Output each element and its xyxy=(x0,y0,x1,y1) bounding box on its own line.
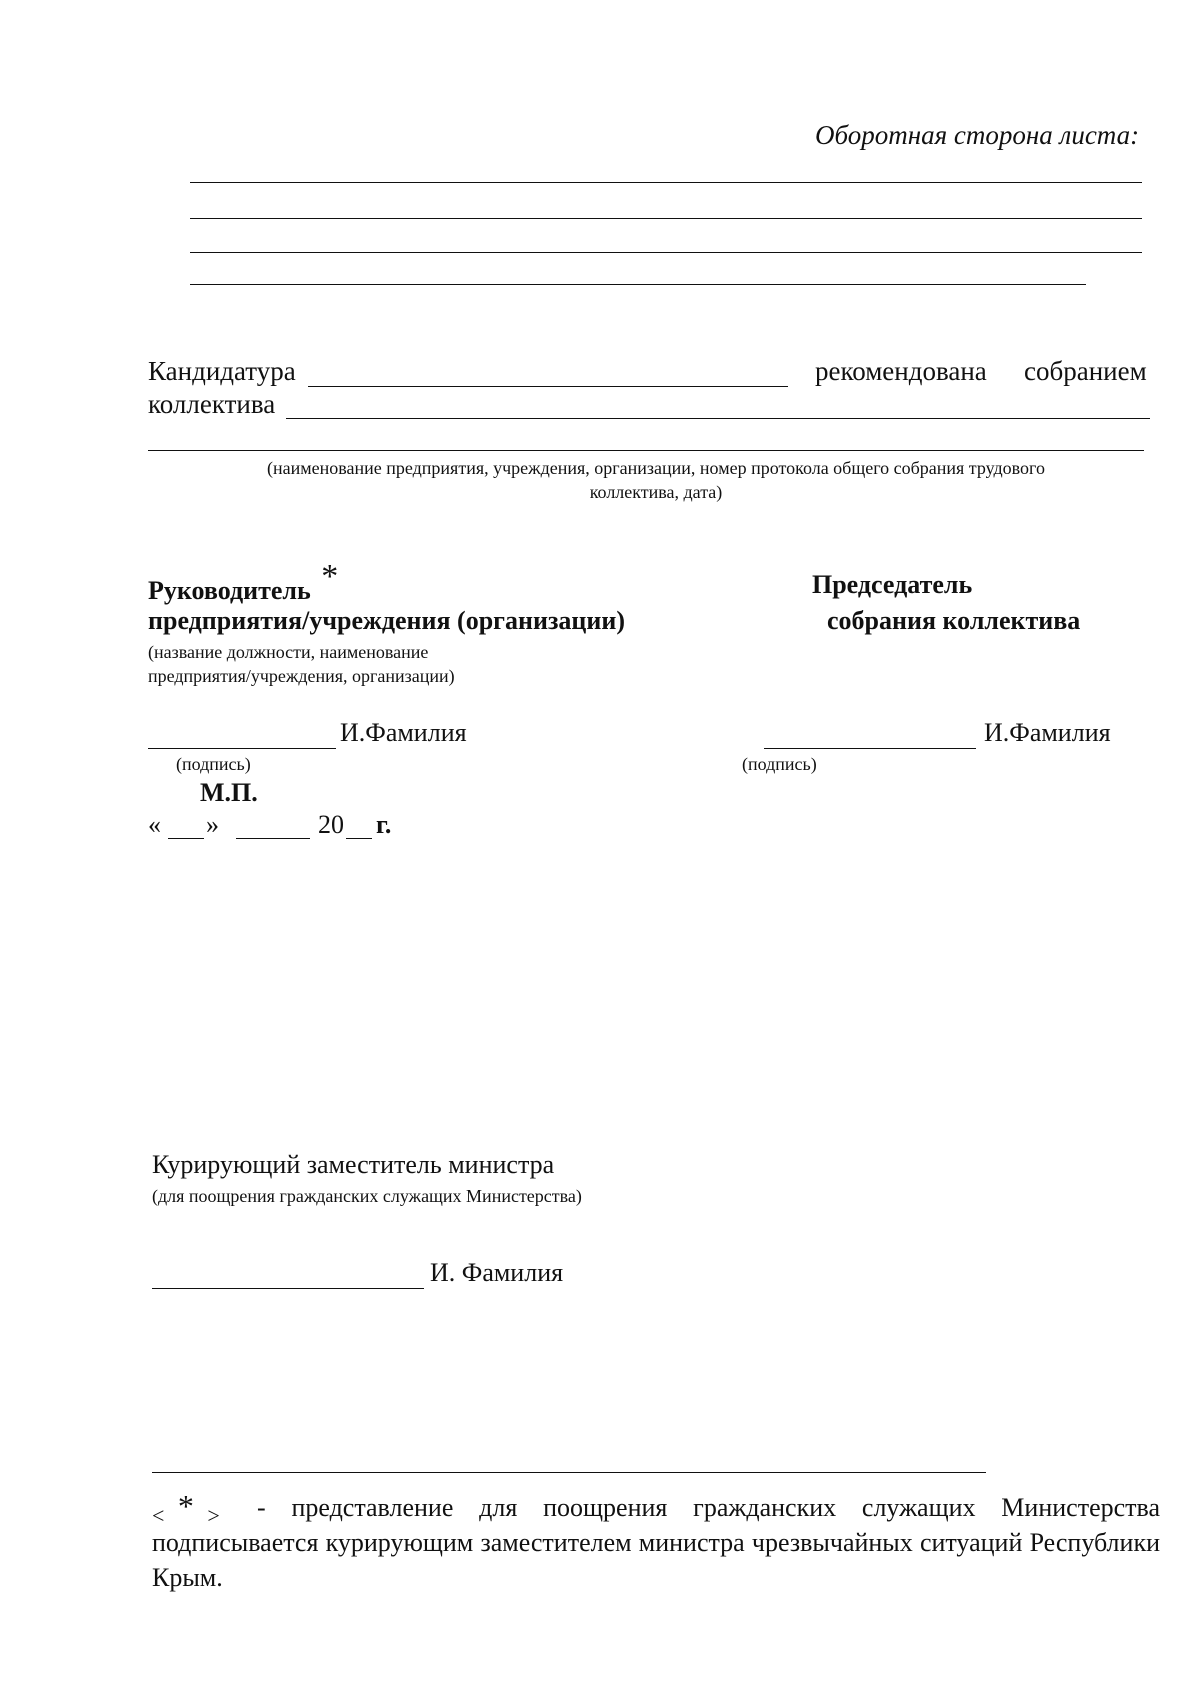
date-close-quote: » xyxy=(206,810,219,839)
blank-line-4[interactable] xyxy=(190,284,1086,285)
right-title-line2: собрания коллектива xyxy=(827,606,1081,635)
left-asterisk: * xyxy=(321,558,339,595)
left-signature-field[interactable] xyxy=(148,748,336,749)
left-note: (название должности, наименование предприятия/учреждения, организации) xyxy=(148,642,455,686)
footnote-asterisk: * xyxy=(177,1488,194,1524)
date-year-suffix: г. xyxy=(376,810,392,839)
collective-label: коллектива xyxy=(148,389,276,419)
blank-line-1[interactable] xyxy=(190,182,1142,183)
date-day-field[interactable] xyxy=(168,838,204,839)
collective-name-field[interactable] xyxy=(286,418,1150,419)
left-title-line1 xyxy=(148,558,339,608)
footnote-text: - представление для поощрения гражданских служащих Министерства подписывается курирующим заместителем министра чрезвычайных ситуаций Республики Крым. xyxy=(152,1493,1160,1592)
candidate-name-field[interactable] xyxy=(308,386,788,387)
right-title-line1: Председатель xyxy=(812,570,973,599)
reverse-side-label: Оборотная сторона листа: xyxy=(815,120,1140,150)
deputy-title: Курирующий заместитель министра xyxy=(152,1150,555,1179)
date-year-prefix: 20 xyxy=(318,810,344,839)
date-open-quote: « xyxy=(148,810,161,839)
recommended-label: рекомендована xyxy=(815,356,987,386)
date-year-field[interactable] xyxy=(346,838,372,839)
left-title-line2: предприятия/учреждения (организации) xyxy=(148,606,625,635)
blank-line-2[interactable] xyxy=(190,218,1142,219)
footnote-separator xyxy=(152,1472,986,1473)
left-name: И.Фамилия xyxy=(340,718,467,747)
deputy-name: И. Фамилия xyxy=(430,1258,564,1287)
candidacy-caption: (наименование предприятия, учреждения, организации, номер протокола общего собрания трудового коллектива, дата) xyxy=(266,458,1045,502)
right-signature-caption: (подпись) xyxy=(742,754,817,774)
right-signature-field[interactable] xyxy=(764,748,976,749)
right-name: И.Фамилия xyxy=(984,718,1111,747)
collective-extra-line[interactable] xyxy=(148,450,1144,451)
footnote-marker-close: > xyxy=(207,1503,220,1528)
candidate-label: Кандидатура xyxy=(148,356,296,386)
footnote-marker-open: < xyxy=(152,1503,165,1528)
assembly-label: собранием xyxy=(1024,356,1147,386)
deputy-note: (для поощрения гражданских служащих Министерства) xyxy=(152,1186,582,1206)
date-month-field[interactable] xyxy=(236,838,310,839)
seal-label: М.П. xyxy=(200,778,258,807)
blank-line-3[interactable] xyxy=(190,252,1142,253)
left-title-text: Руководитель xyxy=(148,576,311,605)
deputy-signature-field[interactable] xyxy=(152,1288,424,1289)
left-signature-caption: (подпись) xyxy=(176,754,251,774)
